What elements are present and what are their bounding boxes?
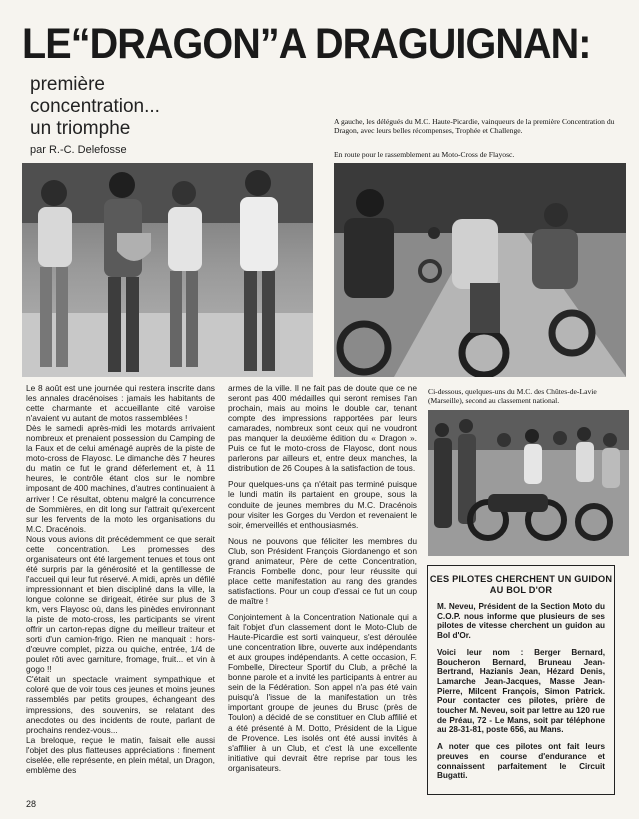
col1-paragraph-3: Nous vous avions dit précédemment ce que serait cette concentration. Les promesses des organisateurs ont été largement tenues et tous ont été surpris par la générosité et la gentillesse de l'accueil qui leur fut réservé. A midi, après un défilé impressionnant et bien discipliné dans la ville, la longue colonne se dirigeait, étirée sur plus de 3 km, vers Flayosc où, dans les pinèdes environnant la piste de moto-cross, les participants se virent offrir un carton-repas digne du meilleur traiteur et sorti d'un camion-frigo. Rien ne manquait : hors-d'œuvre complet, pizza ou quiche, entrée, 1/4 de poulet rôti avec garniture, fromage, fruit... et vin à gogo !! xyxy=(26,533,215,675)
notice-paragraph-1: M. Neveu, Président de la Section Moto du C.O.P. nous informe que plusieurs de ses pilotes de vitesse cherchent un guidon au Bol d'Or. xyxy=(437,602,605,641)
byline: par R.-C. Delefosse xyxy=(30,144,127,156)
notice-paragraph-3: A noter que ces pilotes ont fait leurs preuves en course d'endurance et connaissent parfaitement le Circuit Bugatti. xyxy=(437,742,605,781)
notice-box xyxy=(427,565,615,795)
subtitle-line-3: un triomphe xyxy=(30,118,131,139)
photo-riders-road xyxy=(334,163,626,377)
article-column-2 xyxy=(228,383,417,773)
col1-paragraph-4: C'était un spectacle vraiment sympathique et coloré que de voir tous ces jeunes et moins jeunes rassemblés par petits groupes, échangeant des impressions, des souvenirs, se relatant des anecdotes ou des incidents de route, parlant de prochains rendez-vous... xyxy=(26,674,215,735)
col1-paragraph-5: La breloque, reçue le matin, faisait elle aussi l'objet des plus flatteuses appréciations : finement ciselée, elle représente, en plein métal, un Dragon, emblème des xyxy=(26,734,216,775)
notice-paragraph-2: Voici leur nom : Berger Bernard, Boucheron Bernard, Bruneau Jean-Bertrand, Hazianis Jean, Hézard Denis, Lamarche Jean-Jacques, Masse Jean-Pierre, Milcent François, Simon Patrick. Pour contacter ces pilotes, prière de toucher M. Neveu, soit par lettre au 120 rue de Préau, 72 - Le Mans, soit par téléphone au 28-31-81, poste 656, au Mans. xyxy=(437,647,605,735)
article-column-1 xyxy=(26,383,215,775)
col2-paragraph-1: armes de la ville. Il ne fait pas de doute que ce ne seront pas 400 médailles qui seront remises l'an prochain, mais au moins le double car, tenant compte des impressions rapportées par leurs camarades, nombreux sont ceux qui ne voudront pas manquer la deuxième édition du « Dragon ». Puis ce fut le moto-cross de Flayosc, dont nous parlerons par ailleurs et, entre deux manches, la distribution de 26 Coupes à la satisfaction de tous. xyxy=(228,383,417,474)
subtitle-line-2: concentration... xyxy=(30,96,160,117)
photo-marseille-club xyxy=(428,410,629,556)
headline: LE“DRAGON”A DRAGUIGNAN: xyxy=(22,20,591,68)
col1-paragraph-1: Le 8 août est une journée qui restera inscrite dans les annales dracénoises : jamais les habitants de cette charmante et accueillante cité varoise n'avaient vu autant de motos rassemblées ! xyxy=(26,383,215,424)
page-number: 28 xyxy=(26,799,37,809)
photo-delegates xyxy=(22,163,313,377)
subtitle-line-1: première xyxy=(30,74,105,95)
col2-paragraph-4: Conjointement à la Concentration Nationale qui a fait l'objet d'un classement dont le Moto-Club de Haute-Picardie est sorti vainqueur, s'est déroulée une concentration libre, ouverte aux indépendants et aux groupes indépendants. A cette occasion, F. Fombelle, Directeur Sportif du Club, a prêché la bonne parole et a invité les participants à entrer au sein de la Fédération. Son appel n'a pas été vain puisqu'à l'issue de la manifestation un très important groupe de jeunes du Brusc (près de Toulon) a décidé de se constituer en Club affilié et a été présenté à M. Dotto, Président de la Ligue de Provence. Les isolés ont été aussi invités à s'affilier à un Club, et c'est là une excellente initiative qui devrait être reprise par tous les organisateurs. xyxy=(228,611,417,773)
caption-top-right-2: En route pour le rassemblement au Moto-Cross de Flayosc. xyxy=(334,150,515,159)
caption-lower-right: Ci-dessous, quelques-uns du M.C. des Chûtes-de-Lavie (Marseille), second au classement national. xyxy=(428,387,597,405)
notice-title: CES PILOTES CHERCHENT UN GUIDON AU BOL D'OR xyxy=(429,574,613,595)
caption-top-right-1: A gauche, les délégués du M.C. Haute-Picardie, vainqueurs de la première Concentration du Dragon, avec leurs belles récompenses, Trophée et Challenge. xyxy=(334,117,615,135)
col2-paragraph-3: Nous ne pouvons que féliciter les membres du Club, son Président François Giordanengo et son grand animateur, Père de cette Concentration, Francis Fombelle donc, pour leur réussite qui place cette manifestation au rang des grandes satisfactions. Pour un coup d'essai ce fut un coup de maître ! xyxy=(228,535,417,606)
col2-paragraph-2: Pour quelques-uns ça n'était pas terminé puisque le lundi matin ils partaient en groupe, sous la conduite de jeunes membres du M.C. Dracénois pour visiter les Gorges du Verdon et revenaient le soir, émerveillés et enthousiasmés. xyxy=(228,479,417,530)
col1-paragraph-2: Dès le samedi après-midi les motards arrivaient nombreux et prenaient possession du Camping de la Faux et de celui aménagé auprès de la piste de moto-cross de Flayosc. Le dimanche dès 7 heures du matin ce fut le grand déferlement et, à 11 heures, le contrôle étant clos sur le nombre imposant de 400 machines, d'autres continuaient à arriver ! Ce résultat, obtenu malgré la concurrence de Sommières, en dit long sur l'attrait qu'exercent sur les fervents de la moto les organisations du M.C. Dracénois. xyxy=(26,423,215,534)
